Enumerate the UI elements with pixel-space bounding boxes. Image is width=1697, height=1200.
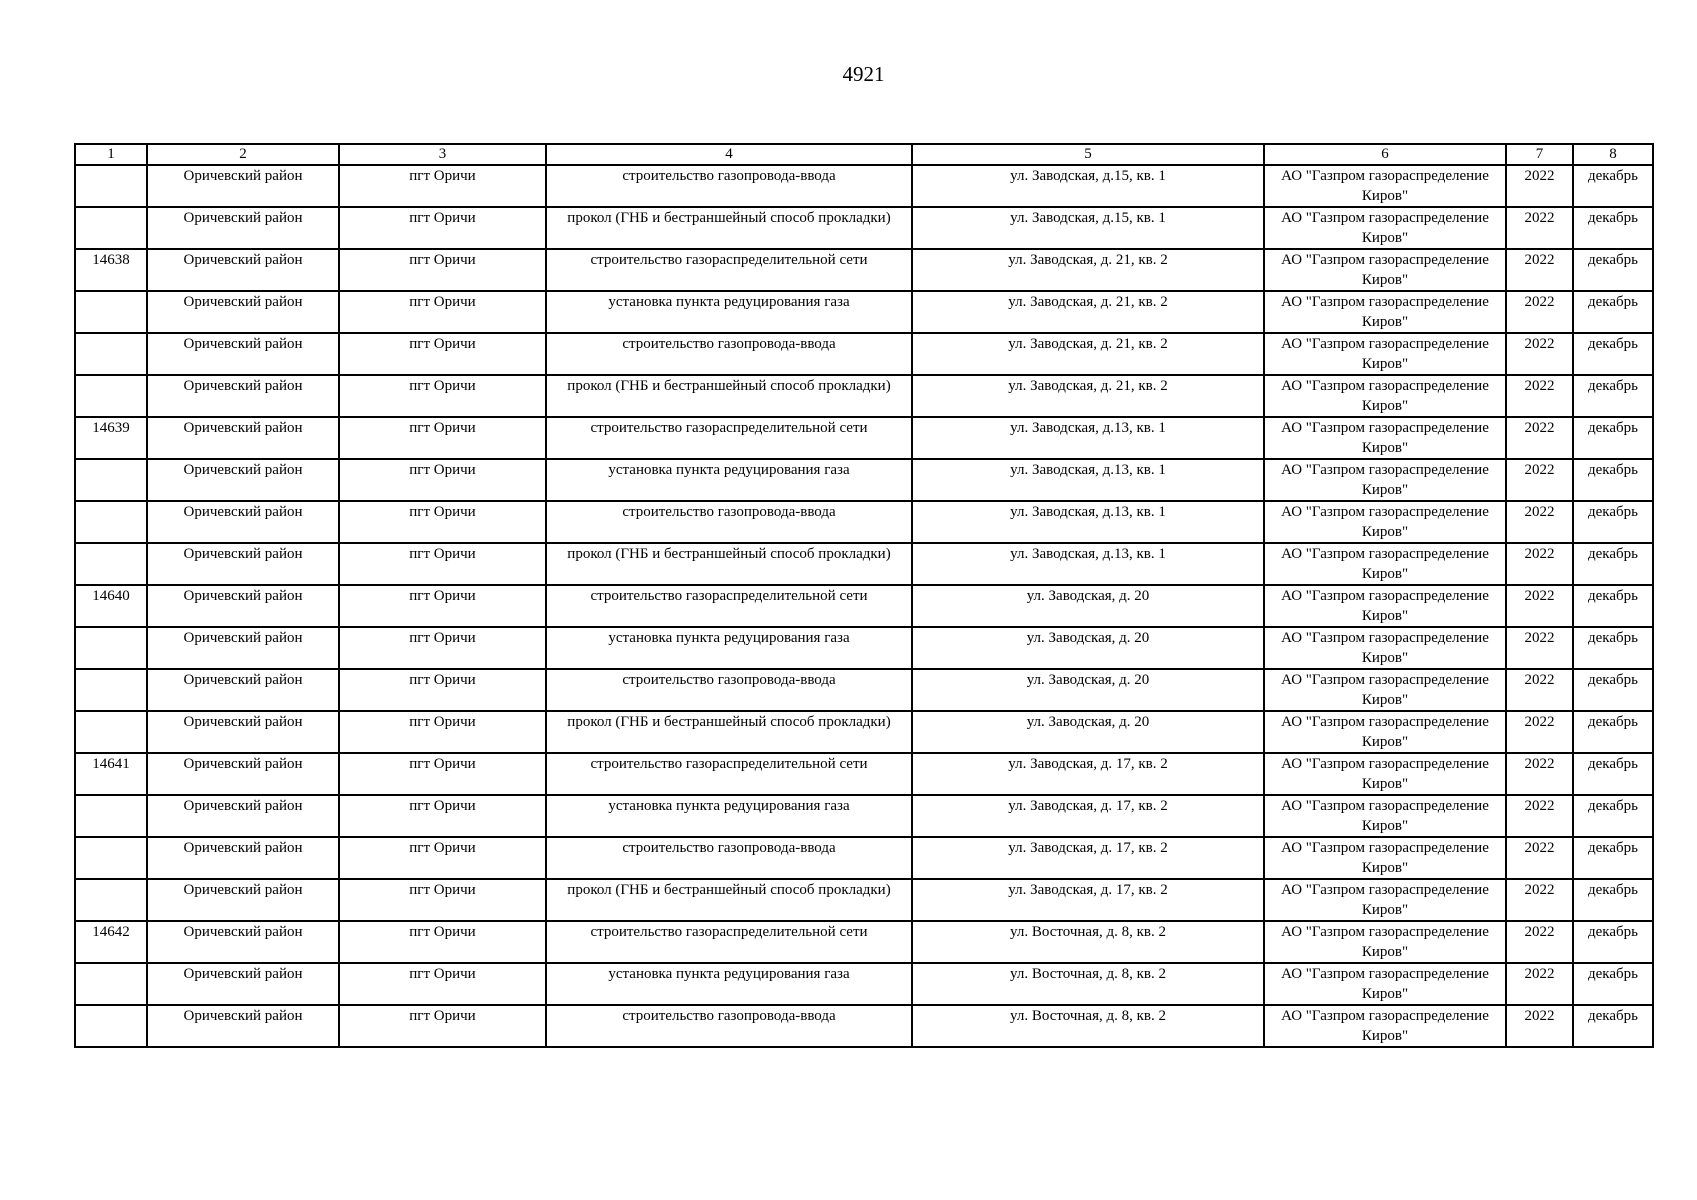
cell-month: декабрь: [1573, 459, 1653, 501]
cell-address: ул. Заводская, д. 17, кв. 2: [912, 879, 1264, 921]
cell-work-type: установка пункта редуцирования газа: [546, 963, 912, 1005]
header-cell-5: 5: [912, 144, 1264, 165]
table-header: [75, 144, 1653, 165]
header-cell-1: 1: [75, 144, 147, 165]
cell-number: [75, 879, 147, 921]
cell-settlement: пгт Оричи: [339, 543, 546, 585]
works-table: [74, 143, 1654, 1048]
cell-address: ул. Заводская, д.13, кв. 1: [912, 459, 1264, 501]
cell-month: декабрь: [1573, 753, 1653, 795]
cell-organization: АО "Газпром газораспределение Киров": [1264, 459, 1506, 501]
cell-work-type: прокол (ГНБ и бестраншейный способ прокладки): [546, 543, 912, 585]
cell-month: декабрь: [1573, 501, 1653, 543]
cell-number: [75, 711, 147, 753]
header-row: [75, 144, 1653, 165]
cell-work-type: строительство газораспределительной сети: [546, 585, 912, 627]
cell-organization: АО "Газпром газораспределение Киров": [1264, 837, 1506, 879]
cell-work-type: строительство газораспределительной сети: [546, 921, 912, 963]
cell-district: Оричевский район: [147, 795, 339, 837]
cell-settlement: пгт Оричи: [339, 333, 546, 375]
cell-settlement: пгт Оричи: [339, 585, 546, 627]
cell-district: Оричевский район: [147, 837, 339, 879]
cell-address: ул. Заводская, д. 17, кв. 2: [912, 837, 1264, 879]
cell-district: Оричевский район: [147, 165, 339, 207]
cell-district: Оричевский район: [147, 417, 339, 459]
cell-number: [75, 1005, 147, 1047]
cell-year: 2022: [1506, 585, 1573, 627]
cell-settlement: пгт Оричи: [339, 711, 546, 753]
cell-organization: АО "Газпром газораспределение Киров": [1264, 669, 1506, 711]
cell-month: декабрь: [1573, 1005, 1653, 1047]
cell-number: 14641: [75, 753, 147, 795]
cell-number: 14640: [75, 585, 147, 627]
cell-settlement: пгт Оричи: [339, 669, 546, 711]
cell-address: ул. Заводская, д. 21, кв. 2: [912, 291, 1264, 333]
table-row: [75, 459, 1653, 501]
cell-number: [75, 669, 147, 711]
cell-work-type: прокол (ГНБ и бестраншейный способ прокладки): [546, 711, 912, 753]
cell-month: декабрь: [1573, 417, 1653, 459]
cell-month: декабрь: [1573, 585, 1653, 627]
cell-month: декабрь: [1573, 291, 1653, 333]
table-row: [75, 543, 1653, 585]
cell-number: [75, 963, 147, 1005]
cell-year: 2022: [1506, 417, 1573, 459]
cell-district: Оричевский район: [147, 669, 339, 711]
cell-settlement: пгт Оричи: [339, 921, 546, 963]
cell-month: декабрь: [1573, 711, 1653, 753]
cell-number: [75, 165, 147, 207]
cell-month: декабрь: [1573, 207, 1653, 249]
cell-settlement: пгт Оричи: [339, 207, 546, 249]
cell-organization: АО "Газпром газораспределение Киров": [1264, 543, 1506, 585]
cell-number: [75, 501, 147, 543]
cell-month: декабрь: [1573, 375, 1653, 417]
table-row: [75, 753, 1653, 795]
cell-district: Оричевский район: [147, 375, 339, 417]
cell-organization: АО "Газпром газораспределение Киров": [1264, 627, 1506, 669]
cell-district: Оричевский район: [147, 753, 339, 795]
header-cell-7: 7: [1506, 144, 1573, 165]
cell-year: 2022: [1506, 291, 1573, 333]
cell-address: ул. Заводская, д. 20: [912, 627, 1264, 669]
table-row: [75, 711, 1653, 753]
cell-year: 2022: [1506, 1005, 1573, 1047]
cell-work-type: установка пункта редуцирования газа: [546, 627, 912, 669]
cell-organization: АО "Газпром газораспределение Киров": [1264, 207, 1506, 249]
cell-work-type: строительство газопровода-ввода: [546, 669, 912, 711]
cell-address: ул. Восточная, д. 8, кв. 2: [912, 963, 1264, 1005]
cell-district: Оричевский район: [147, 921, 339, 963]
cell-district: Оричевский район: [147, 501, 339, 543]
cell-address: ул. Восточная, д. 8, кв. 2: [912, 1005, 1264, 1047]
header-cell-4: 4: [546, 144, 912, 165]
header-cell-2: 2: [147, 144, 339, 165]
table-row: [75, 837, 1653, 879]
cell-organization: АО "Газпром газораспределение Киров": [1264, 417, 1506, 459]
cell-address: ул. Заводская, д. 21, кв. 2: [912, 375, 1264, 417]
cell-work-type: строительство газораспределительной сети: [546, 417, 912, 459]
table-row: [75, 879, 1653, 921]
cell-year: 2022: [1506, 543, 1573, 585]
cell-number: [75, 543, 147, 585]
table-row: [75, 795, 1653, 837]
cell-work-type: установка пункта редуцирования газа: [546, 291, 912, 333]
cell-number: 14638: [75, 249, 147, 291]
cell-month: декабрь: [1573, 333, 1653, 375]
cell-address: ул. Заводская, д. 21, кв. 2: [912, 333, 1264, 375]
cell-year: 2022: [1506, 669, 1573, 711]
cell-district: Оричевский район: [147, 627, 339, 669]
cell-district: Оричевский район: [147, 333, 339, 375]
cell-organization: АО "Газпром газораспределение Киров": [1264, 501, 1506, 543]
table-row: [75, 333, 1653, 375]
cell-year: 2022: [1506, 711, 1573, 753]
header-cell-6: 6: [1264, 144, 1506, 165]
cell-work-type: установка пункта редуцирования газа: [546, 459, 912, 501]
cell-address: ул. Заводская, д.13, кв. 1: [912, 501, 1264, 543]
cell-work-type: прокол (ГНБ и бестраншейный способ прокладки): [546, 879, 912, 921]
table-row: [75, 165, 1653, 207]
cell-address: ул. Заводская, д. 20: [912, 669, 1264, 711]
cell-year: 2022: [1506, 165, 1573, 207]
cell-settlement: пгт Оричи: [339, 501, 546, 543]
cell-settlement: пгт Оричи: [339, 249, 546, 291]
cell-month: декабрь: [1573, 669, 1653, 711]
cell-organization: АО "Газпром газораспределение Киров": [1264, 921, 1506, 963]
cell-organization: АО "Газпром газораспределение Киров": [1264, 963, 1506, 1005]
cell-number: [75, 333, 147, 375]
cell-year: 2022: [1506, 795, 1573, 837]
table-row: [75, 1005, 1653, 1047]
cell-address: ул. Заводская, д. 17, кв. 2: [912, 753, 1264, 795]
cell-work-type: строительство газопровода-ввода: [546, 837, 912, 879]
cell-number: [75, 207, 147, 249]
table-row: [75, 291, 1653, 333]
cell-settlement: пгт Оричи: [339, 459, 546, 501]
cell-address: ул. Заводская, д.13, кв. 1: [912, 417, 1264, 459]
cell-month: декабрь: [1573, 627, 1653, 669]
cell-work-type: строительство газопровода-ввода: [546, 165, 912, 207]
cell-year: 2022: [1506, 627, 1573, 669]
cell-work-type: строительство газопровода-ввода: [546, 333, 912, 375]
cell-year: 2022: [1506, 459, 1573, 501]
cell-month: декабрь: [1573, 795, 1653, 837]
cell-settlement: пгт Оричи: [339, 795, 546, 837]
cell-district: Оричевский район: [147, 291, 339, 333]
cell-month: декабрь: [1573, 165, 1653, 207]
cell-district: Оричевский район: [147, 207, 339, 249]
cell-district: Оричевский район: [147, 459, 339, 501]
cell-organization: АО "Газпром газораспределение Киров": [1264, 165, 1506, 207]
cell-year: 2022: [1506, 921, 1573, 963]
cell-work-type: прокол (ГНБ и бестраншейный способ прокладки): [546, 375, 912, 417]
cell-month: декабрь: [1573, 543, 1653, 585]
cell-district: Оричевский район: [147, 1005, 339, 1047]
cell-organization: АО "Газпром газораспределение Киров": [1264, 291, 1506, 333]
header-cell-8: 8: [1573, 144, 1653, 165]
cell-number: [75, 375, 147, 417]
cell-work-type: установка пункта редуцирования газа: [546, 795, 912, 837]
cell-district: Оричевский район: [147, 711, 339, 753]
cell-organization: АО "Газпром газораспределение Киров": [1264, 753, 1506, 795]
cell-year: 2022: [1506, 753, 1573, 795]
cell-year: 2022: [1506, 375, 1573, 417]
cell-address: ул. Заводская, д.15, кв. 1: [912, 207, 1264, 249]
cell-district: Оричевский район: [147, 585, 339, 627]
cell-settlement: пгт Оричи: [339, 291, 546, 333]
table-row: [75, 921, 1653, 963]
cell-year: 2022: [1506, 249, 1573, 291]
cell-number: [75, 459, 147, 501]
cell-work-type: строительство газопровода-ввода: [546, 1005, 912, 1047]
cell-work-type: строительство газораспределительной сети: [546, 753, 912, 795]
table-row: [75, 585, 1653, 627]
cell-district: Оричевский район: [147, 249, 339, 291]
cell-settlement: пгт Оричи: [339, 879, 546, 921]
cell-organization: АО "Газпром газораспределение Киров": [1264, 1005, 1506, 1047]
table-row: [75, 417, 1653, 459]
cell-year: 2022: [1506, 963, 1573, 1005]
cell-organization: АО "Газпром газораспределение Киров": [1264, 375, 1506, 417]
cell-address: ул. Заводская, д.13, кв. 1: [912, 543, 1264, 585]
cell-settlement: пгт Оричи: [339, 165, 546, 207]
cell-address: ул. Заводская, д. 20: [912, 711, 1264, 753]
cell-address: ул. Заводская, д.15, кв. 1: [912, 165, 1264, 207]
cell-organization: АО "Газпром газораспределение Киров": [1264, 711, 1506, 753]
cell-settlement: пгт Оричи: [339, 1005, 546, 1047]
cell-number: [75, 795, 147, 837]
cell-address: ул. Восточная, д. 8, кв. 2: [912, 921, 1264, 963]
cell-district: Оричевский район: [147, 543, 339, 585]
cell-organization: АО "Газпром газораспределение Киров": [1264, 333, 1506, 375]
cell-work-type: прокол (ГНБ и бестраншейный способ прокладки): [546, 207, 912, 249]
cell-settlement: пгт Оричи: [339, 753, 546, 795]
cell-district: Оричевский район: [147, 879, 339, 921]
table-row: [75, 501, 1653, 543]
cell-work-type: строительство газопровода-ввода: [546, 501, 912, 543]
cell-year: 2022: [1506, 333, 1573, 375]
cell-district: Оричевский район: [147, 963, 339, 1005]
table-body: [75, 165, 1653, 1047]
cell-number: 14642: [75, 921, 147, 963]
cell-number: [75, 627, 147, 669]
cell-address: ул. Заводская, д. 20: [912, 585, 1264, 627]
cell-year: 2022: [1506, 501, 1573, 543]
header-cell-3: 3: [339, 144, 546, 165]
table-row: [75, 669, 1653, 711]
cell-number: [75, 291, 147, 333]
cell-number: 14639: [75, 417, 147, 459]
cell-address: ул. Заводская, д. 21, кв. 2: [912, 249, 1264, 291]
cell-month: декабрь: [1573, 249, 1653, 291]
table-row: [75, 375, 1653, 417]
cell-settlement: пгт Оричи: [339, 837, 546, 879]
table-row: [75, 249, 1653, 291]
cell-settlement: пгт Оричи: [339, 963, 546, 1005]
cell-settlement: пгт Оричи: [339, 627, 546, 669]
page-number: 4921: [842, 62, 885, 86]
cell-work-type: строительство газораспределительной сети: [546, 249, 912, 291]
table-row: [75, 963, 1653, 1005]
cell-year: 2022: [1506, 837, 1573, 879]
cell-settlement: пгт Оричи: [339, 375, 546, 417]
cell-month: декабрь: [1573, 921, 1653, 963]
cell-address: ул. Заводская, д. 17, кв. 2: [912, 795, 1264, 837]
cell-organization: АО "Газпром газораспределение Киров": [1264, 879, 1506, 921]
cell-organization: АО "Газпром газораспределение Киров": [1264, 585, 1506, 627]
cell-organization: АО "Газпром газораспределение Киров": [1264, 249, 1506, 291]
cell-month: декабрь: [1573, 879, 1653, 921]
cell-settlement: пгт Оричи: [339, 417, 546, 459]
cell-number: [75, 837, 147, 879]
cell-year: 2022: [1506, 879, 1573, 921]
cell-organization: АО "Газпром газораспределение Киров": [1264, 795, 1506, 837]
cell-year: 2022: [1506, 207, 1573, 249]
cell-month: декабрь: [1573, 837, 1653, 879]
cell-month: декабрь: [1573, 963, 1653, 1005]
table-row: [75, 627, 1653, 669]
table-row: [75, 207, 1653, 249]
